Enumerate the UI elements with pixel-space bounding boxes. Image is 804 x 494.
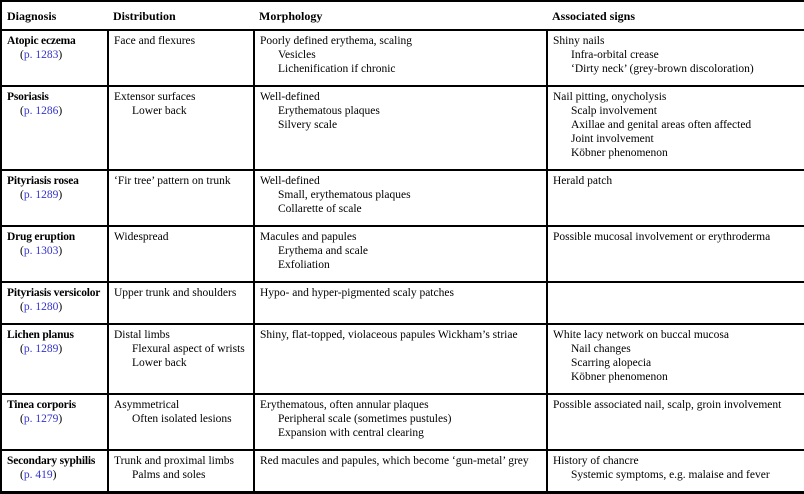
diagnosis-cell [1, 324, 108, 394]
signs-line: Nail changes [571, 343, 631, 355]
column-header-morphology: Morphology [254, 1, 547, 30]
page-reference[interactable]: (p. 1303) [20, 245, 63, 257]
signs-line: ‘Dirty neck’ (grey-brown discoloration) [571, 63, 754, 75]
table-row [1, 324, 804, 394]
page-reference[interactable]: (p. 1283) [20, 49, 63, 61]
morphology-cell [254, 324, 547, 394]
morphology-line: Hypo- and hyper-pigmented scaly patches [260, 287, 454, 299]
signs-line: History of chancre [553, 455, 639, 467]
distribution-cell [108, 450, 254, 493]
page-reference[interactable]: (p. 1289) [20, 189, 63, 201]
morphology-line: Vesicles [278, 49, 316, 61]
column-header-associated-signs: Associated signs [547, 1, 804, 30]
signs-cell [547, 30, 804, 86]
signs-line: Systemic symptoms, e.g. malaise and fever [571, 469, 770, 481]
page-reference-link[interactable]: p. 1289 [23, 189, 59, 201]
morphology-cell [254, 226, 547, 282]
table-row [1, 394, 804, 450]
distribution-cell [108, 282, 254, 324]
distribution-cell [108, 324, 254, 394]
morphology-cell [254, 282, 547, 324]
table-row [1, 86, 804, 170]
page-reference-link[interactable]: p. 1280 [23, 301, 59, 313]
distribution-line: Lower back [132, 105, 187, 117]
diagnosis-cell [1, 450, 108, 493]
morphology-cell [254, 394, 547, 450]
diagnosis-cell [1, 30, 108, 86]
distribution-line: Palms and soles [132, 469, 206, 481]
signs-line: Herald patch [553, 175, 613, 187]
morphology-cell [254, 450, 547, 493]
page-reference-link[interactable]: p. 1289 [23, 343, 59, 355]
morphology-cell [254, 170, 547, 226]
signs-line: Shiny nails [553, 35, 605, 47]
diagnosis-cell [1, 170, 108, 226]
distribution-line: Upper trunk and shoulders [114, 287, 237, 299]
signs-line: Joint involvement [571, 133, 654, 145]
morphology-line: Well-defined [260, 91, 320, 103]
distribution-cell [108, 226, 254, 282]
morphology-line: Erythema and scale [278, 245, 369, 257]
distribution-line: Asymmetrical [114, 399, 180, 411]
signs-cell [547, 394, 804, 450]
morphology-cell [254, 30, 547, 86]
diagnosis-name: Drug eruption [7, 231, 76, 243]
page-reference-link[interactable]: p. 1286 [23, 105, 59, 117]
distribution-cell [108, 170, 254, 226]
morphology-line: Silvery scale [278, 119, 338, 131]
distribution-line: ‘Fir tree’ pattern on trunk [114, 175, 231, 187]
diagnosis-cell [1, 394, 108, 450]
diagnosis-cell [1, 86, 108, 170]
diagnosis-name: Lichen planus [7, 329, 74, 341]
morphology-line: Peripheral scale (sometimes pustules) [278, 413, 452, 425]
distribution-line: Face and flexures [114, 35, 196, 47]
signs-line: Scarring alopecia [571, 357, 652, 369]
diagnosis-name: Atopic eczema [7, 35, 76, 47]
diagnosis-name: Pityriasis versicolor [7, 287, 101, 299]
signs-line: Köbner phenomenon [571, 371, 668, 383]
signs-cell [547, 86, 804, 170]
morphology-line: Lichenification if chronic [278, 63, 396, 75]
morphology-line: Well-defined [260, 175, 320, 187]
distribution-line: Extensor surfaces [114, 91, 196, 103]
page-reference-link[interactable]: p. 419 [23, 469, 53, 481]
morphology-line: Expansion with central clearing [278, 427, 424, 439]
table-row [1, 226, 804, 282]
distribution-line: Distal limbs [114, 329, 170, 341]
signs-line: Scalp involvement [571, 105, 657, 117]
diagnosis-name: Tinea corporis [7, 399, 76, 411]
page-reference[interactable]: (p. 1289) [20, 343, 63, 355]
table-header [1, 1, 804, 30]
page-reference-link[interactable]: p. 1283 [23, 49, 59, 61]
signs-line: Nail pitting, onycholysis [553, 91, 667, 103]
morphology-line: Collarette of scale [278, 203, 362, 215]
page-reference[interactable]: (p. 1286) [20, 105, 63, 117]
morphology-line: Erythematous plaques [278, 105, 380, 117]
table-row [1, 282, 804, 324]
signs-line: Axillae and genital areas often affected [571, 119, 752, 131]
signs-line: Infra-orbital crease [571, 49, 659, 61]
signs-line: Köbner phenomenon [571, 147, 668, 159]
morphology-line: Small, erythematous plaques [278, 189, 411, 201]
signs-cell [547, 450, 804, 493]
morphology-line: Shiny, flat-topped, violaceous papules Wickham’s striae [260, 329, 518, 341]
page-reference[interactable]: (p. 419) [20, 469, 57, 481]
diagnosis-name: Pityriasis rosea [7, 175, 79, 187]
distribution-line: Widespread [114, 231, 169, 243]
column-header-distribution: Distribution [108, 1, 254, 30]
table-row [1, 30, 804, 86]
signs-line: White lacy network on buccal mucosa [553, 329, 729, 341]
signs-line: Possible associated nail, scalp, groin involvement [553, 399, 782, 411]
column-header-diagnosis: Diagnosis [1, 1, 108, 30]
page-reference-link[interactable]: p. 1303 [23, 245, 59, 257]
diagnosis-name: Psoriasis [7, 91, 49, 103]
distribution-line: Often isolated lesions [132, 413, 232, 425]
table-row [1, 170, 804, 226]
signs-cell [547, 324, 804, 394]
signs-line: Possible mucosal involvement or erythroderma [553, 231, 771, 243]
morphology-line: Red macules and papules, which become ‘gun-metal’ grey [260, 455, 529, 467]
morphology-line: Exfoliation [278, 259, 330, 271]
distribution-line: Flexural aspect of wrists [132, 343, 245, 355]
page-reference-link[interactable]: p. 1279 [23, 413, 59, 425]
morphology-line: Macules and papules [260, 231, 357, 243]
header-row [1, 1, 804, 30]
morphology-line: Erythematous, often annular plaques [260, 399, 429, 411]
table-body [1, 30, 804, 493]
diagnosis-cell [1, 282, 108, 324]
signs-cell [547, 170, 804, 226]
diagnosis-name: Secondary syphilis [7, 455, 96, 467]
morphology-cell [254, 86, 547, 170]
distribution-line: Lower back [132, 357, 187, 369]
signs-cell [547, 282, 804, 324]
morphology-line: Poorly defined erythema, scaling [260, 35, 413, 47]
diagnosis-cell [1, 226, 108, 282]
table-row [1, 450, 804, 493]
distribution-line: Trunk and proximal limbs [114, 455, 235, 467]
page-reference[interactable]: (p. 1280) [20, 301, 63, 313]
distribution-cell [108, 30, 254, 86]
page-reference[interactable]: (p. 1279) [20, 413, 63, 425]
distribution-cell [108, 86, 254, 170]
distribution-cell [108, 394, 254, 450]
signs-cell [547, 226, 804, 282]
